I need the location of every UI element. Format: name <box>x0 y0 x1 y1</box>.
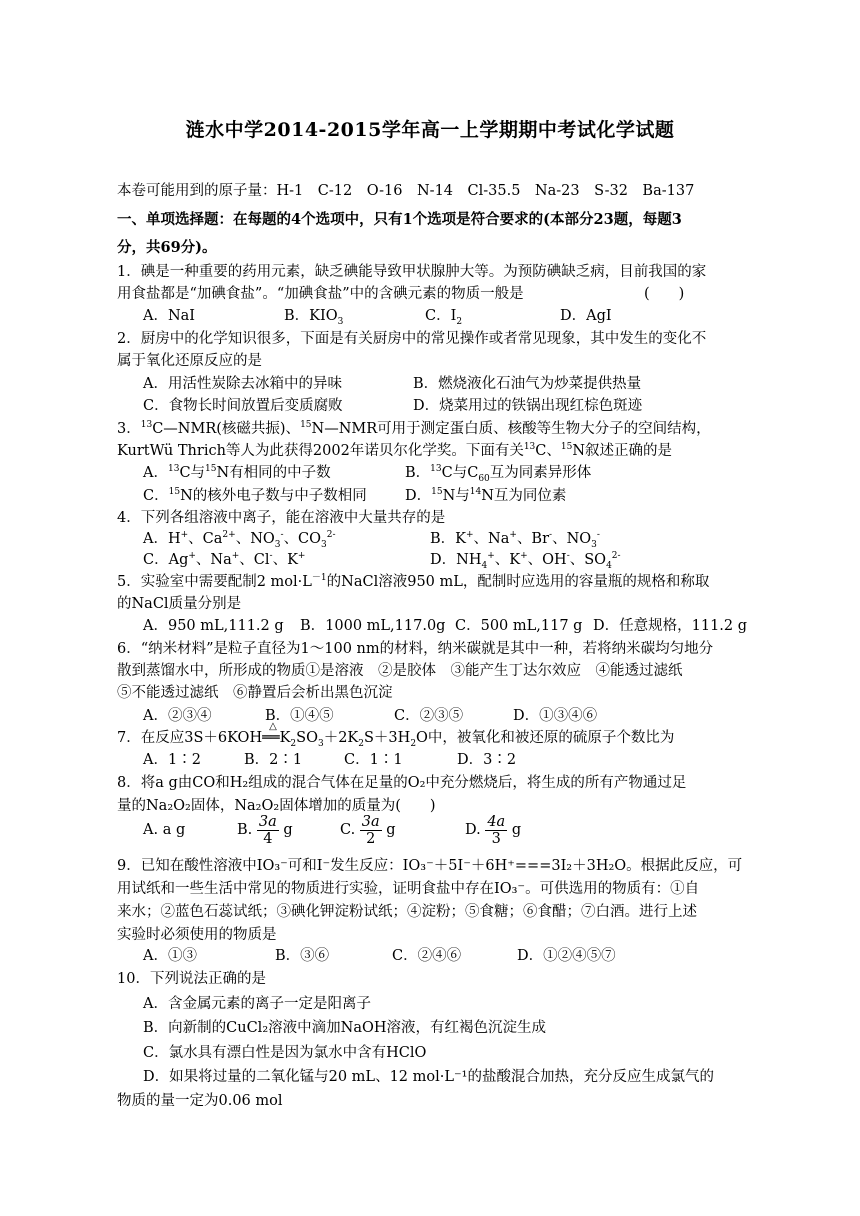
unit: g <box>283 822 293 838</box>
t: N互为同位素 <box>481 488 567 504</box>
atomic-masses-line: 本卷可能用到的原子量：H-1 C-12 O-16 N-14 Cl-35.5 Na-23 S-32 Ba-137 <box>117 183 695 199</box>
q6-option-b: B．①④⑤ <box>265 708 334 724</box>
q3-stem-line2 <box>117 441 672 461</box>
t: 的NaCl溶液950 mL，配制时应选用的容量瓶的规格和称取 <box>326 574 710 590</box>
t: 互为同素异形体 <box>489 465 592 481</box>
q1-stem-line2 <box>117 284 524 304</box>
unit: g <box>386 822 396 838</box>
q10-option-c: C．氯水具有漂白性是因为氯水中含有HClO <box>143 1045 427 1061</box>
t: 7．在反应3S＋6KOH <box>117 730 263 746</box>
q2-option-b: B．燃烧液化石油气为炒菜提供热量 <box>413 376 642 392</box>
q2-option-a: A．用活性炭除去冰箱中的异味 <box>143 376 342 392</box>
t: SO <box>296 730 318 746</box>
q5-option-d: D．任意规格，111.2 g <box>593 618 748 634</box>
fraction <box>360 814 382 847</box>
sup: 15 <box>205 464 217 475</box>
q9-option-c: C．②④⑥ <box>392 948 462 964</box>
sup: 14 <box>469 487 482 498</box>
q8-option-c <box>340 808 396 852</box>
q7-option-a: A．1∶2 <box>143 752 201 768</box>
t: S＋3H <box>364 730 411 746</box>
sup: 15 <box>560 442 573 453</box>
q6-option-d: D．①③④⑥ <box>513 708 598 724</box>
q8-option-a: A. a g <box>143 822 186 838</box>
t: C. <box>340 822 356 838</box>
q3-option-b <box>405 463 591 483</box>
q5-stem-line2: 的NaCl质量分别是 <box>117 596 242 612</box>
q3-option-a <box>143 463 331 483</box>
sup: 15 <box>168 487 181 498</box>
q10-option-d-line2: 物质的量一定为0.06 mol <box>117 1093 283 1109</box>
fraction <box>485 814 507 847</box>
q4-option-c: C．Ag+、Na+、Cl-、K+ <box>143 551 306 568</box>
q7-option-d: D．3∶2 <box>457 752 517 768</box>
t: C． <box>143 488 169 504</box>
q6-stem-line1: 6．“纳米材料”是粒子直径为1～100 nm的材料，纳米碳就是其中一种，若将纳米碳均匀地分 <box>117 641 714 657</box>
sup: 15 <box>431 487 443 498</box>
q5-option-b: B．1000 mL,117.0g <box>300 618 446 634</box>
sup: －1 <box>311 573 327 584</box>
q3-text3: KurtWü Thrich等人为此获得2002年诺贝尔化学奖。下面有关 <box>117 443 524 459</box>
q5-stem-line1 <box>117 572 709 592</box>
q1-option-b: B．$KIO_3$ <box>284 308 344 327</box>
t: N的核外电子数与中子数相同 <box>180 488 367 504</box>
q3-text1: C—NMR(核磁共振)、 <box>152 421 301 437</box>
q6-stem-line2: 散到蒸馏水中，所形成的物质①是溶液 ②是胶体 ③能产生丁达尔效应 ④能透过滤纸 <box>117 663 683 679</box>
q9-stem-line4: 实验时必须使用的物质是 <box>117 927 277 943</box>
page-title: 涟水中学2014-2015学年高一上学期期中考试化学试题 <box>185 119 675 141</box>
q4-stem: 4．下列各组溶液中离子，能在溶液中大量共存的是 <box>117 510 446 526</box>
q6-option-a: A．②③④ <box>143 708 212 724</box>
q1-stem-line1: 1．碘是一种重要的药用元素，缺乏碘能导致甲状腺肿大等。为预防碘缺乏病，目前我国的家 <box>117 264 707 280</box>
t: O中，被氧化和被还原的硫原子个数比为 <box>416 730 675 746</box>
q9-stem-line2: 用试纸和一些生活中常见的物质进行实验，证明食盐中存在IO₃⁻。可供选用的物质有：①自 <box>117 881 700 897</box>
t: B． <box>405 465 431 481</box>
q2-stem-line2: 属于氧化还原反应的是 <box>117 353 262 369</box>
q10-stem: 10．下列说法正确的是 <box>117 971 266 987</box>
q1-stem-text: 用食盐都是“加碘食盐”。“加碘食盐”中的含碘元素的物质一般是 <box>117 286 524 302</box>
t: ＋2K <box>323 730 359 746</box>
delta-symbol: △ <box>269 721 277 732</box>
denominator: 4 <box>263 830 273 847</box>
t: A． <box>143 465 168 481</box>
q3-num: 3． <box>117 421 141 437</box>
q5-option-c: C．500 mL,117 g <box>455 618 583 634</box>
q2-option-d: D．烧菜用过的铁锅出现红棕色斑迹 <box>413 398 643 414</box>
denominator: 3 <box>491 830 501 847</box>
q9-stem-line3: 来水；②蓝色石蕊试纸；③碘化钾淀粉试纸；④淀粉；⑤食糖；⑥食醋；⑦白酒。进行上述 <box>117 904 697 920</box>
section-heading-line2: 分，共69分)。 <box>117 239 217 256</box>
t: C与 <box>179 465 206 481</box>
q10-option-b: B．向新制的CuCl₂溶液中滴加NaOH溶液，有红褐色沉淀生成 <box>143 1020 546 1036</box>
q3-text4: C、 <box>535 443 561 459</box>
q8-option-b <box>237 808 293 852</box>
q3-text2: N—NMR可用于测定蛋白质、核酸等生物大分子的空间结构， <box>311 421 711 437</box>
q9-option-d: D．①②④⑤⑦ <box>517 948 616 964</box>
q1-option-c: C．$I_2$ <box>425 308 463 327</box>
q8-option-d <box>465 808 521 852</box>
t: D． <box>405 488 432 504</box>
q2-option-c: C．食物长时间放置后变质腐败 <box>143 398 343 414</box>
q4-option-a: A．H+、$Ca^{2+}$、$NO_3^-$、$CO_3^{2-}$ <box>143 530 336 550</box>
q9-stem-line1: 9．已知在酸性溶液中IO₃⁻可和I⁻发生反应：IO₃⁻＋5I⁻＋6H⁺===3I₂＋3H₂O。根据此反应，可 <box>117 858 743 874</box>
t: D. <box>465 822 481 838</box>
sup: 13 <box>167 464 180 475</box>
sup: 13 <box>430 464 442 475</box>
numerator: 3a <box>258 813 277 830</box>
t: B. <box>237 822 253 838</box>
q7-option-c: C．1∶1 <box>344 752 403 768</box>
t: K <box>279 730 291 746</box>
q4-option-b: B．K+、Na+、Br-、$NO_3^-$ <box>430 530 600 550</box>
sup: 15 <box>300 420 312 431</box>
t: 5．实验室中需要配制2 mol·L <box>117 574 312 590</box>
numerator: 4a <box>487 813 506 830</box>
unit: g <box>511 822 522 838</box>
q3-option-c <box>143 486 367 506</box>
q8-stem-line2: 量的Na₂O₂固体，Na₂O₂固体增加的质量为( ) <box>117 798 436 814</box>
t: N有相同的中子数 <box>216 465 331 481</box>
q1-option-d: D．AgI <box>560 308 612 324</box>
q10-option-a: A．含金属元素的离子一定是阳离子 <box>143 996 371 1012</box>
q4-option-d: D．$NH_4^+$、K+、OH-、$SO_4^{2-}$ <box>430 551 621 571</box>
q1-option-a: A．NaI <box>143 308 196 324</box>
q1-option-c-text: C．I <box>425 308 457 324</box>
heat-over-equals: △ ══ <box>262 728 279 748</box>
q7-stem: 7．在反应3S＋6KOH △ $══K_2SO_3+2K_2S+3H_2O$中，被氧化和被还原的硫原子个数比为 <box>117 728 674 748</box>
q9-option-b: B．③⑥ <box>275 948 330 964</box>
q1-answer-bracket: ( ) <box>644 286 685 302</box>
sub: 60 <box>478 473 490 484</box>
fraction <box>257 814 279 847</box>
t: N与 <box>442 488 470 504</box>
q9-option-a: A．①③ <box>143 948 197 964</box>
q10-option-d-line1: D．如果将过量的二氧化锰与20 mL、12 mol·L⁻¹的盐酸混合加热，充分反应生成氯气的 <box>143 1069 714 1085</box>
q7-option-b: B．2∶1 <box>244 752 303 768</box>
numerator: 3a <box>361 813 380 830</box>
q8-stem-line1: 8．将a g由CO和H₂组成的混合气体在足量的O₂中充分燃烧后，将生成的所有产物通过足 <box>117 775 687 791</box>
q1-option-b-text: B．KIO <box>284 308 338 324</box>
q3-stem-line1 <box>117 419 711 439</box>
q2-stem-line1: 2．厨房中的化学知识很多，下面是有关厨房中的常见操作或者常见现象，其中发生的变化不 <box>117 331 707 347</box>
q3-text5: N叙述正确的是 <box>572 443 673 459</box>
q6-option-c: C．②③⑤ <box>394 708 464 724</box>
q6-stem-line3: ⑤不能透过滤纸 ⑥静置后会析出黑色沉淀 <box>117 685 393 701</box>
sup: 13 <box>140 420 153 431</box>
sup: 13 <box>523 442 536 453</box>
denominator: 2 <box>366 830 376 847</box>
q5-option-a: A．950 mL,111.2 g <box>143 618 284 634</box>
t: C与C <box>441 465 479 481</box>
q3-option-d <box>405 486 566 506</box>
section-heading-line1: 一、单项选择题：在每题的4个选项中，只有1个选项是符合要求的(本部分23题，每题3 <box>117 211 682 228</box>
